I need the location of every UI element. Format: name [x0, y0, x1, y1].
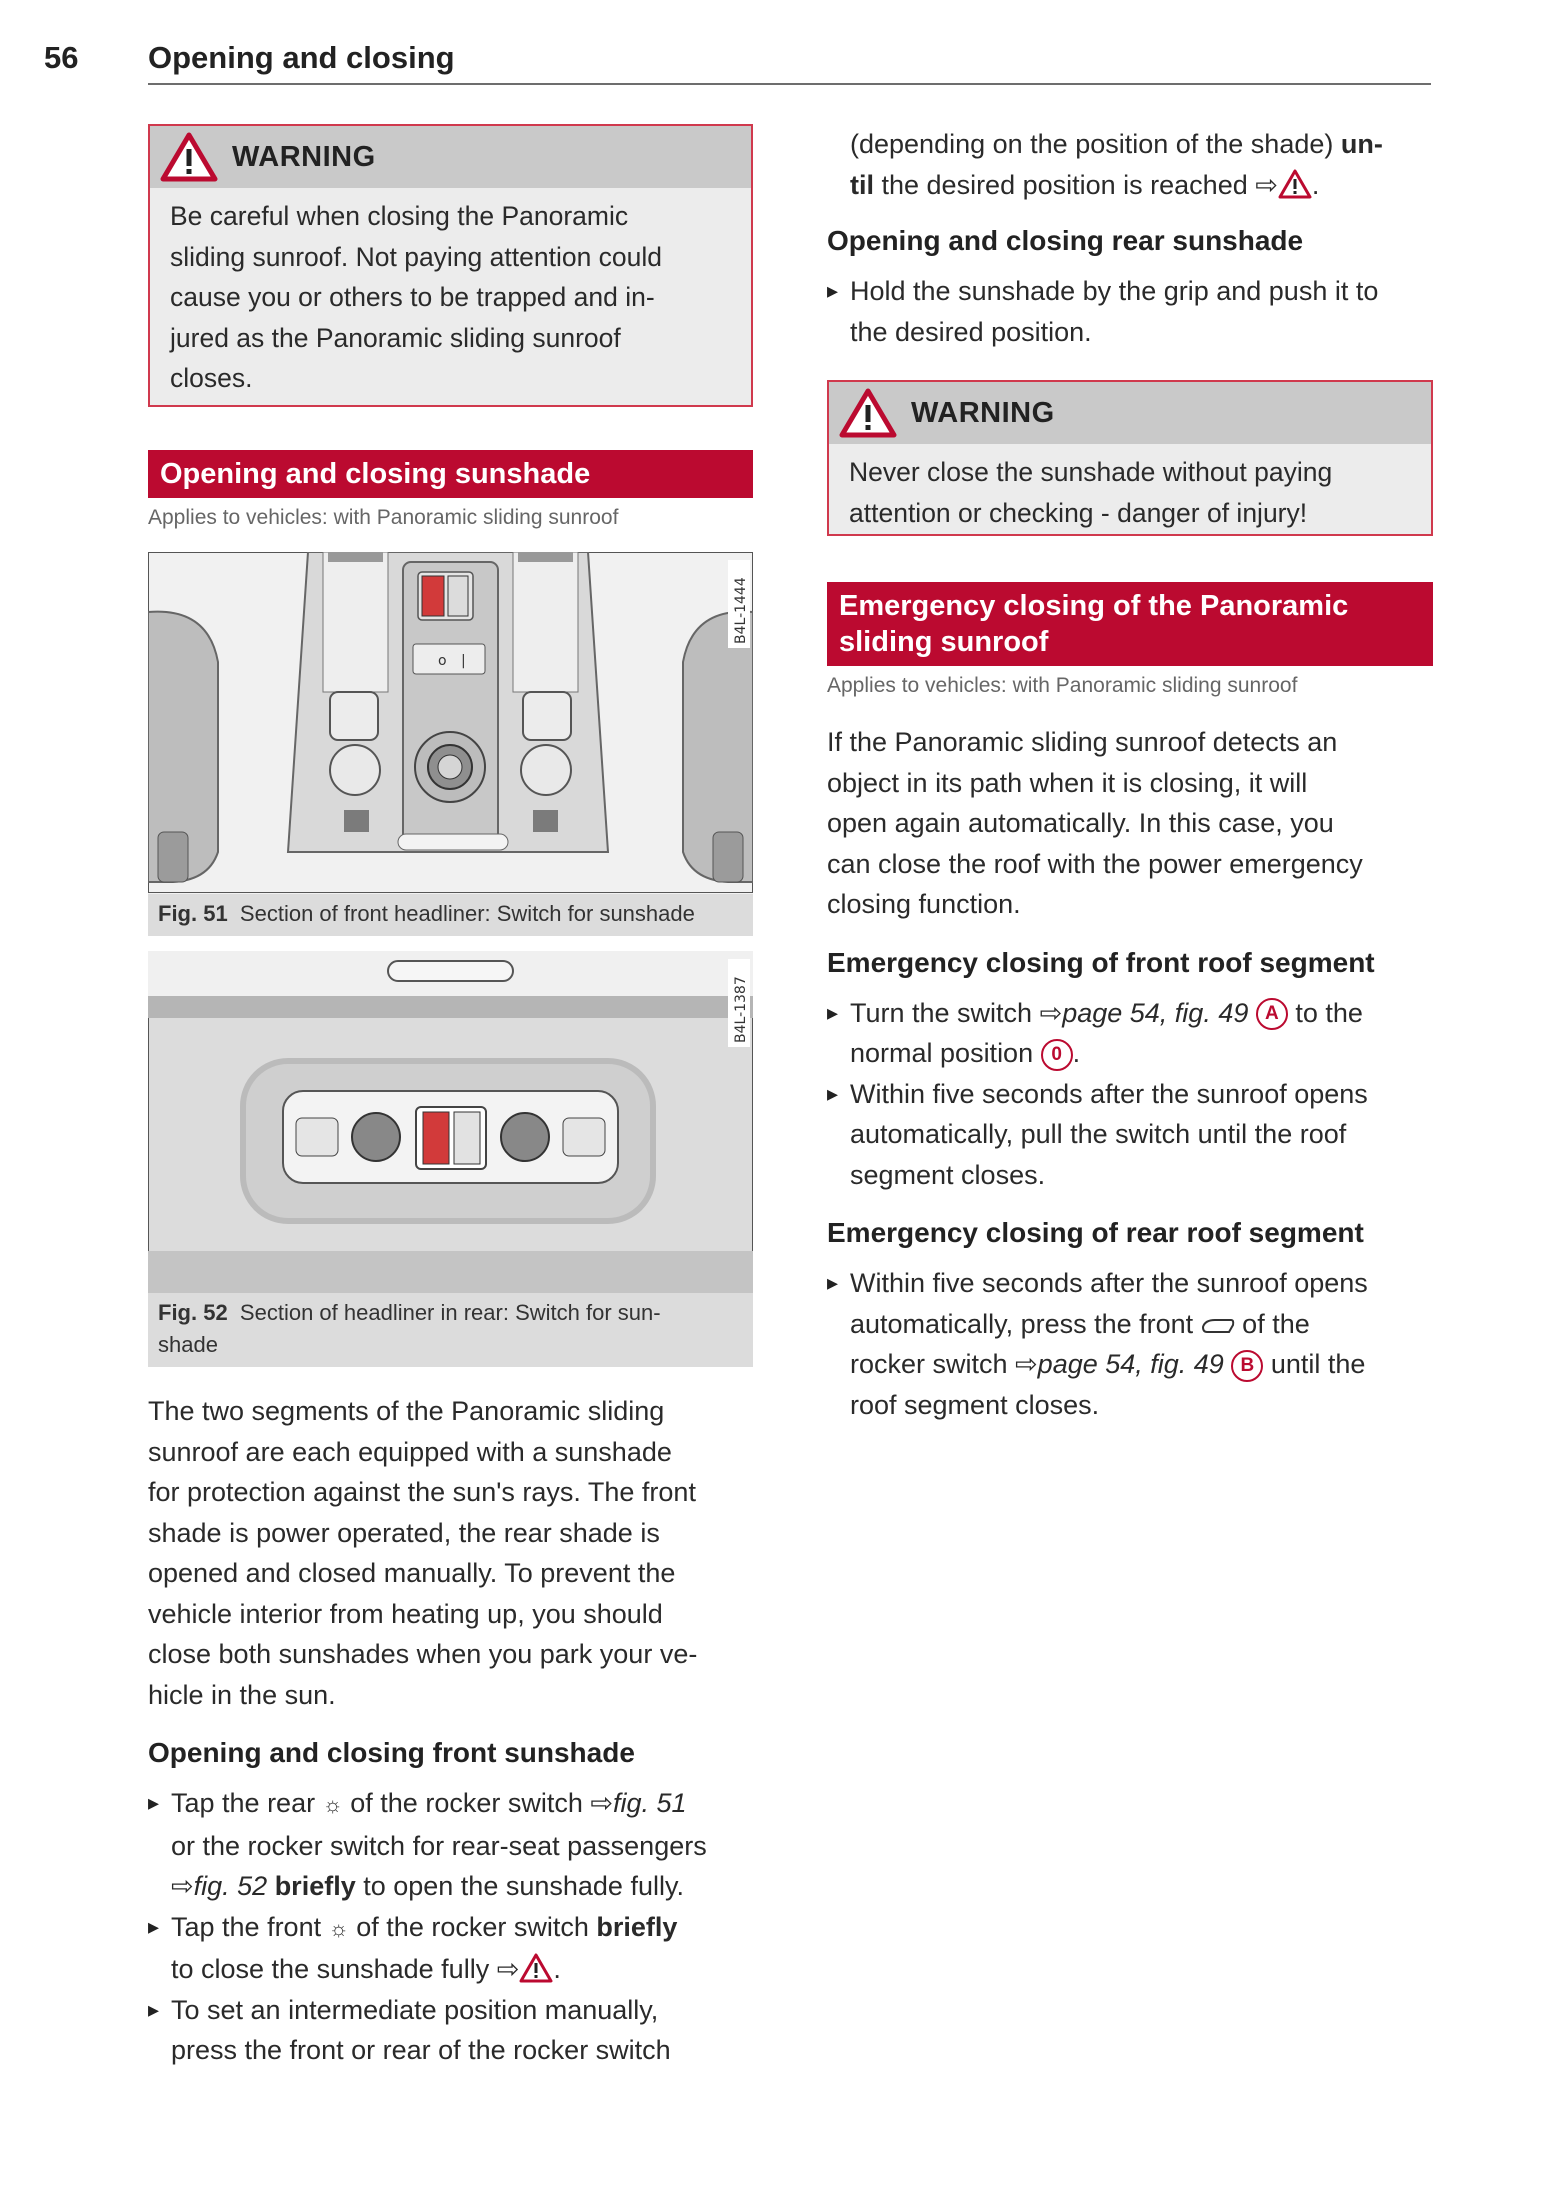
figure-caption-text: Section of headliner in rear: Switch for sun-	[239, 1300, 661, 1325]
body-line: The two segments of the Panoramic sliding	[148, 1396, 665, 1426]
body-line: hicle in the sun.	[148, 1679, 336, 1710]
body-line: If the Panoramic sliding sunroof detects an	[827, 727, 1338, 757]
warning-box-sunshade	[827, 380, 1433, 536]
section-block	[148, 450, 753, 530]
svg-text:o: o	[438, 653, 447, 669]
body-line: closing function.	[827, 889, 1021, 919]
continued-step: (depending on the position of the shade) un- til the desired position is reached ⇨ .	[850, 129, 1383, 200]
rear-sunshade-steps	[827, 271, 1433, 352]
body-paragraph	[148, 1391, 753, 1715]
header-rule	[148, 83, 1431, 85]
warning-line: sliding sunroof. Not paying attention could	[170, 241, 663, 272]
warning-triangle-icon	[839, 388, 897, 438]
body-line: vehicle interior from heating up, you should	[148, 1598, 663, 1629]
left-column	[148, 124, 753, 2071]
figure-caption	[148, 894, 753, 936]
warning-line: Be careful when closing the Panoramic	[170, 201, 629, 231]
list-item: ▸ Turn the switch ⇨page 54, fig. 49 A to the normal position 0 .	[827, 993, 1433, 1074]
figure-code-label: B4L-1444	[733, 577, 749, 644]
applies-note: Applies to vehicles: with Panoramic sliding sunroof	[827, 674, 1298, 697]
fig-ref-link[interactable]: fig. 52	[193, 1871, 268, 1901]
body-line: shade is power operated, the rear shade is	[148, 1517, 660, 1548]
figure-caption-text: shade	[158, 1332, 218, 1357]
body-line: open again automatically. In this case, you	[827, 808, 1334, 838]
body-line: sunroof are each equipped with a sunshade	[148, 1436, 672, 1467]
arrow-icon: ⇨	[1255, 169, 1278, 200]
figure-52	[148, 951, 753, 1367]
list-item: ▸ Hold the sunshade by the grip and push it to the desired position.	[827, 271, 1433, 352]
front-headliner-illustration	[148, 552, 753, 894]
warning-line: jured as the Panoramic sliding sunroof	[170, 322, 621, 353]
warning-text	[829, 444, 1431, 543]
warning-header	[150, 126, 751, 188]
rear-sunshade-heading: Opening and closing rear sunshade	[827, 225, 1304, 256]
sunshade-front-icon: ☼	[328, 1915, 349, 1941]
warning-line: cause you or others to be trapped and in-	[170, 282, 655, 312]
right-column	[827, 124, 1433, 1425]
figure-label: Fig. 52	[158, 1300, 228, 1325]
figure-caption-text: Section of front headliner: Switch for sunshade	[239, 901, 695, 926]
body-line: object in its path when it is closing, it will	[827, 767, 1308, 798]
body-line: for protection against the sun's rays. The front	[148, 1477, 696, 1507]
list-item: ▸ Within five seconds after the sunroof opens automatically, pull the switch until the roof segment closes.	[827, 1074, 1433, 1196]
arrow-icon: ⇨	[1015, 1349, 1038, 1379]
warning-title: WARNING	[911, 396, 1055, 429]
figure-label: Fig. 51	[158, 901, 228, 926]
section-heading-emergency: Emergency closing of the Panoramic sliding sunroof	[827, 582, 1433, 666]
body-line: opened and closed manually. To prevent the	[148, 1558, 676, 1588]
front-sunshade-steps	[148, 1783, 753, 2071]
list-item: ▸ Within five seconds after the sunroof opens automatically, press the front of the rocker switch ⇨page 54, fig. 49 B until the roof segment closes.	[827, 1263, 1433, 1425]
callout-marker-0: 0	[1041, 1039, 1073, 1071]
warning-line: attention or checking - danger of injury!	[849, 497, 1308, 528]
arrow-icon: ⇨	[590, 1788, 613, 1818]
warning-header	[829, 382, 1431, 444]
page-ref-link[interactable]: page 54, fig. 49	[1037, 1349, 1224, 1379]
applies-note: Applies to vehicles: with Panoramic sliding sunroof	[148, 506, 619, 529]
figure-caption	[148, 1293, 753, 1367]
warning-title: WARNING	[232, 140, 376, 173]
page-ref-link[interactable]: page 54, fig. 49	[1062, 997, 1249, 1028]
page-number: 56	[44, 40, 79, 75]
section-heading-sunshade: Opening and closing sunshade	[148, 450, 753, 498]
rear-segment-steps	[827, 1263, 1433, 1425]
warning-text	[150, 188, 751, 409]
body-line: close both sunshades when you park your ve-	[148, 1639, 698, 1669]
callout-marker-a: A	[1256, 998, 1288, 1030]
list-item: ▸ To set an intermediate position manually, press the front or rear of the rocker switch	[148, 1990, 753, 2071]
section-block	[827, 582, 1433, 698]
warning-line: closes.	[170, 363, 253, 393]
svg-text:|: |	[461, 653, 466, 669]
arrow-icon: ⇨	[171, 1871, 194, 1901]
warning-line: Never close the sunshade without paying	[849, 457, 1333, 487]
arrow-icon: ⇨	[1039, 997, 1063, 1028]
front-segment-steps	[827, 993, 1433, 1196]
arrow-icon: ⇨	[496, 1954, 520, 1984]
callout-marker-b: B	[1231, 1350, 1263, 1382]
body-line: can close the roof with the power emergency	[827, 848, 1363, 879]
warning-box-roof	[148, 124, 753, 407]
sunshade-rear-icon: ☼	[322, 1792, 343, 1817]
figure-51	[148, 552, 753, 936]
warning-triangle-icon	[160, 132, 218, 182]
emergency-intro	[827, 722, 1433, 925]
warning-triangle-icon	[519, 1953, 553, 1983]
rear-headliner-illustration	[148, 951, 753, 1293]
fig-ref-link[interactable]: fig. 51	[612, 1788, 687, 1818]
front-sunshade-heading: Opening and closing front sunshade	[148, 1737, 635, 1768]
warning-triangle-icon	[1278, 169, 1312, 199]
chapter-title: Opening and closing	[148, 40, 455, 75]
rocker-front-icon	[1201, 1317, 1235, 1335]
figure-code-label: B4L-1387	[733, 976, 749, 1043]
front-segment-heading: Emergency closing of front roof segment	[827, 946, 1375, 978]
list-item: ▸ Tap the rear ☼ of the rocker switch ⇨fig. 51 or the rocker switch for rear-seat passengers ⇨fig. 52 briefly to open the sunshade fully.	[148, 1783, 753, 1907]
list-item: ▸ Tap the front ☼ of the rocker switch briefly to close the sunshade fully ⇨ .	[148, 1907, 753, 1990]
rear-segment-heading: Emergency closing of rear roof segment	[827, 1217, 1364, 1248]
